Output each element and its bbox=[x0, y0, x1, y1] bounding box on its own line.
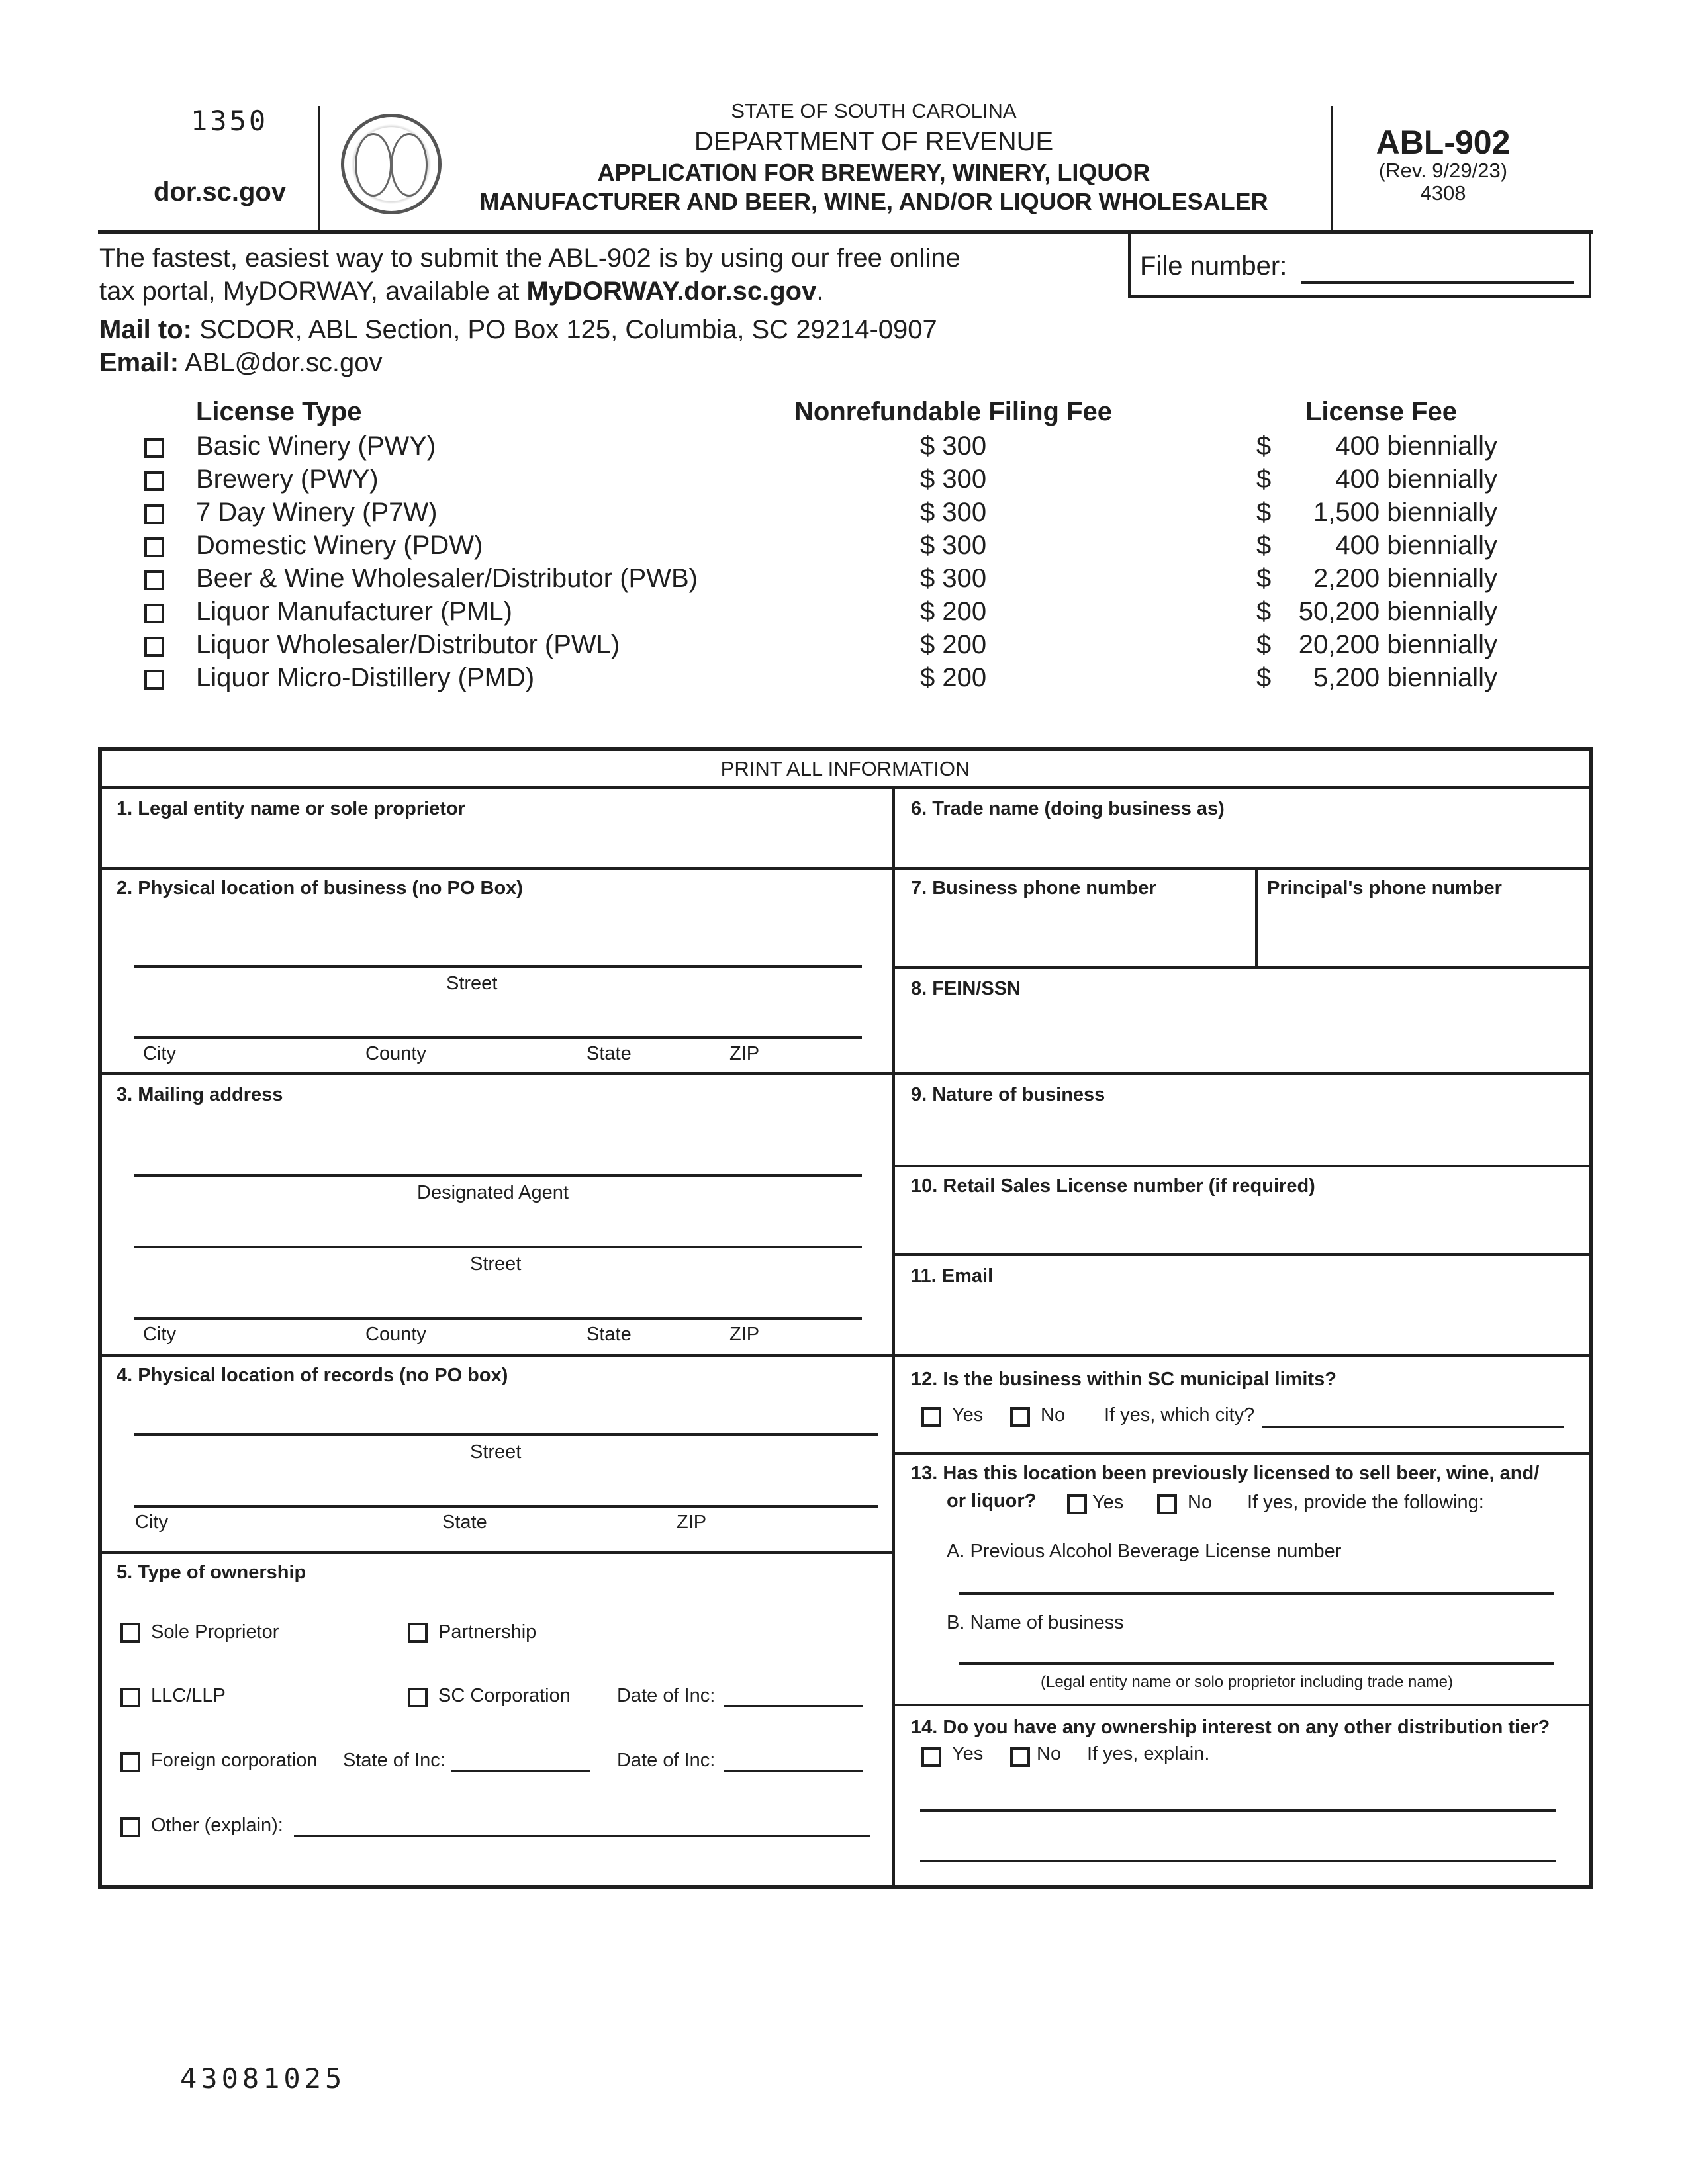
q9-rule bbox=[892, 1165, 1589, 1167]
email-label: Email: bbox=[99, 348, 179, 377]
mail-to-label: Mail to: bbox=[99, 315, 192, 344]
sc-corporation-label: SC Corporation bbox=[438, 1685, 571, 1706]
q14-explain-label: If yes, explain. bbox=[1087, 1743, 1210, 1764]
q13-rule bbox=[892, 1704, 1589, 1706]
q12-no-label: No bbox=[1041, 1404, 1066, 1426]
license-fee-dollar: $ bbox=[1256, 432, 1272, 461]
q3-agent-field[interactable] bbox=[134, 1174, 862, 1177]
q2-label: 2. Physical location of business (no PO Box) bbox=[117, 878, 523, 899]
license-fee-dollar: $ bbox=[1256, 663, 1272, 692]
q2-county-caption: County bbox=[365, 1043, 426, 1064]
q12-yes-checkbox[interactable] bbox=[921, 1407, 941, 1427]
file-number-field[interactable] bbox=[1301, 281, 1574, 284]
filing-fee-value: $ 200 bbox=[920, 630, 987, 659]
license-row bbox=[0, 531, 1688, 564]
q12-city-field[interactable] bbox=[1262, 1426, 1564, 1428]
license-fee-value: 50,200 biennially bbox=[1298, 597, 1497, 626]
form-title-line1: APPLICATION FOR BREWERY, WINERY, LIQUOR bbox=[597, 159, 1150, 186]
partnership-label: Partnership bbox=[438, 1621, 537, 1643]
retail-sales-license-field[interactable] bbox=[896, 1198, 1585, 1248]
q4-zip-caption: ZIP bbox=[677, 1512, 707, 1533]
q12-label: 12. Is the business within SC municipal limits? bbox=[911, 1369, 1336, 1390]
q13-follow-label: If yes, provide the following: bbox=[1247, 1492, 1484, 1513]
license-row bbox=[0, 597, 1688, 630]
q8-label: 8. FEIN/SSN bbox=[911, 978, 1021, 999]
llc-llp-label: LLC/LLP bbox=[151, 1685, 226, 1706]
q14-no-label: No bbox=[1037, 1743, 1062, 1764]
license-type-label: Liquor Wholesaler/Distributor (PWL) bbox=[196, 630, 620, 659]
state-of-inc-label: State of Inc: bbox=[343, 1750, 445, 1771]
license-checkbox[interactable] bbox=[144, 570, 164, 590]
license-type-label: Brewery (PWY) bbox=[196, 465, 379, 494]
filing-fee-value: $ 300 bbox=[920, 531, 987, 560]
q13-no-checkbox[interactable] bbox=[1157, 1494, 1177, 1514]
application-form bbox=[98, 747, 1593, 1889]
foreign-date-of-inc-label: Date of Inc: bbox=[617, 1750, 716, 1771]
q3-state-caption: State bbox=[586, 1324, 632, 1345]
license-row bbox=[0, 498, 1688, 531]
q1-rule bbox=[102, 867, 894, 870]
license-fee-dollar: $ bbox=[1256, 564, 1272, 593]
license-fee-value: 2,200 biennially bbox=[1313, 564, 1497, 593]
q13-b-hint: (Legal entity name or solo proprietor including trade name) bbox=[1041, 1673, 1454, 1691]
q7-rule bbox=[892, 966, 1589, 969]
trade-name-field[interactable] bbox=[896, 817, 1585, 863]
q3-street-caption: Street bbox=[470, 1253, 522, 1275]
q10-label: 10. Retail Sales License number (if required) bbox=[911, 1175, 1315, 1197]
q13-label-line1: 13. Has this location been previously licensed to sell beer, wine, and/ bbox=[911, 1463, 1540, 1484]
previous-license-number-field[interactable] bbox=[959, 1592, 1554, 1595]
q7-divider bbox=[1255, 868, 1258, 968]
print-all-banner: PRINT ALL INFORMATION bbox=[720, 757, 970, 780]
license-type-label: Liquor Manufacturer (PML) bbox=[196, 597, 512, 626]
filing-fee-value: $ 200 bbox=[920, 597, 987, 626]
other-ownership-label: Other (explain): bbox=[151, 1815, 283, 1836]
q14-no-checkbox[interactable] bbox=[1010, 1747, 1030, 1767]
state-name: STATE OF SOUTH CAROLINA bbox=[731, 99, 1017, 122]
q13-b-label: B. Name of business bbox=[947, 1612, 1124, 1633]
q4-street-field[interactable] bbox=[134, 1433, 878, 1436]
license-row bbox=[0, 630, 1688, 663]
q13-yes-checkbox[interactable] bbox=[1067, 1494, 1087, 1514]
other-explain-field[interactable] bbox=[294, 1835, 870, 1837]
q4-state-caption: State bbox=[442, 1512, 487, 1533]
license-checkbox[interactable] bbox=[144, 471, 164, 491]
q2-city-caption: City bbox=[143, 1043, 176, 1064]
sc-date-of-inc-field[interactable] bbox=[724, 1705, 863, 1707]
q4-street-caption: Street bbox=[470, 1441, 522, 1463]
filing-fee-value: $ 300 bbox=[920, 465, 987, 494]
q12-city-label: If yes, which city? bbox=[1104, 1404, 1255, 1426]
q5-label: 5. Type of ownership bbox=[117, 1562, 306, 1583]
q4-label: 4. Physical location of records (no PO box) bbox=[117, 1365, 508, 1386]
form-title-line2: MANUFACTURER AND BEER, WINE, AND/OR LIQUOR WHOLESALER bbox=[479, 188, 1268, 215]
nature-of-business-field[interactable] bbox=[896, 1108, 1585, 1161]
q14-explain-field-1[interactable] bbox=[920, 1809, 1556, 1812]
q12-yes-label: Yes bbox=[952, 1404, 984, 1426]
q3-zip-caption: ZIP bbox=[729, 1324, 760, 1345]
license-type-label: Liquor Micro-Distillery (PMD) bbox=[196, 663, 535, 692]
q10-rule bbox=[892, 1253, 1589, 1256]
form-code-top: 1350 bbox=[191, 105, 269, 137]
other-ownership-checkbox[interactable] bbox=[120, 1817, 140, 1837]
principal-phone-label: Principal's phone number bbox=[1267, 878, 1502, 899]
partnership-checkbox[interactable] bbox=[408, 1623, 428, 1643]
q4-rule bbox=[102, 1551, 894, 1554]
q2-city-field[interactable] bbox=[134, 1036, 862, 1039]
license-row bbox=[0, 432, 1688, 465]
intro-line2-text: tax portal, MyDORWAY, available at bbox=[99, 277, 527, 306]
license-fee-value: 400 biennially bbox=[1335, 432, 1497, 461]
q12-no-checkbox[interactable] bbox=[1010, 1407, 1030, 1427]
llc-llp-checkbox[interactable] bbox=[120, 1688, 140, 1707]
license-fee-value: 5,200 biennially bbox=[1313, 663, 1497, 692]
license-checkbox[interactable] bbox=[144, 537, 164, 557]
foreign-date-of-inc-field[interactable] bbox=[724, 1770, 863, 1772]
license-checkbox[interactable] bbox=[144, 438, 164, 458]
q2-street-field[interactable] bbox=[134, 965, 862, 968]
fein-ssn-field[interactable] bbox=[896, 1002, 1585, 1068]
filing-fee-value: $ 200 bbox=[920, 663, 987, 692]
intro-line1: The fastest, easiest way to submit the ABL-902 is by using our free online bbox=[99, 244, 961, 273]
license-fee-dollar: $ bbox=[1256, 498, 1272, 527]
q14-explain-field-2[interactable] bbox=[920, 1860, 1556, 1862]
q2-zip-caption: ZIP bbox=[729, 1043, 760, 1064]
license-fee-dollar: $ bbox=[1256, 630, 1272, 659]
license-type-label: 7 Day Winery (P7W) bbox=[196, 498, 438, 527]
form-code: 4308 bbox=[1420, 181, 1466, 205]
q4-city-caption: City bbox=[135, 1512, 168, 1533]
q3-city-field[interactable] bbox=[134, 1317, 862, 1320]
q9-label: 9. Nature of business bbox=[911, 1084, 1105, 1105]
sc-corporation-checkbox[interactable] bbox=[408, 1688, 428, 1707]
mydorway-link[interactable]: MyDORWAY.dor.sc.gov bbox=[526, 277, 817, 306]
license-fee-dollar: $ bbox=[1256, 531, 1272, 560]
q8-rule bbox=[892, 1072, 1589, 1075]
filing-fee-header: Nonrefundable Filing Fee bbox=[794, 397, 1113, 426]
q14-yes-checkbox[interactable] bbox=[921, 1747, 941, 1767]
license-type-label: Domestic Winery (PDW) bbox=[196, 531, 483, 560]
license-fee-value: 1,500 biennially bbox=[1313, 498, 1497, 527]
q2-rule bbox=[102, 1072, 894, 1075]
intro-line2-suffix: . bbox=[816, 277, 824, 306]
license-fee-value: 400 biennially bbox=[1335, 531, 1497, 560]
q13-yes-label: Yes bbox=[1092, 1492, 1124, 1513]
q7-label: 7. Business phone number bbox=[911, 878, 1156, 899]
file-number-label: File number: bbox=[1140, 251, 1288, 281]
license-fee-dollar: $ bbox=[1256, 465, 1272, 494]
form-revision: (Rev. 9/29/23) bbox=[1378, 159, 1508, 182]
mail-to-address: SCDOR, ABL Section, PO Box 125, Columbia, SC 29214-0907 bbox=[191, 315, 937, 344]
q3-street-field[interactable] bbox=[134, 1246, 862, 1248]
q3-county-caption: County bbox=[365, 1324, 426, 1345]
license-fee-value: 20,200 biennially bbox=[1298, 630, 1497, 659]
license-type-header: License Type bbox=[196, 397, 362, 426]
license-type-label: Beer & Wine Wholesaler/Distributor (PWB) bbox=[196, 564, 698, 593]
license-fee-dollar: $ bbox=[1256, 597, 1272, 626]
q2-street-caption: Street bbox=[446, 973, 498, 994]
q13-a-label: A. Previous Alcohol Beverage License number bbox=[947, 1541, 1342, 1562]
license-checkbox[interactable] bbox=[144, 670, 164, 690]
q14-label: 14. Do you have any ownership interest on any other distribution tier? bbox=[911, 1717, 1550, 1738]
q6-rule bbox=[892, 867, 1589, 870]
form-number: ABL-902 bbox=[1376, 124, 1511, 161]
business-phone-field[interactable] bbox=[896, 897, 1254, 961]
filing-fee-value: $ 300 bbox=[920, 432, 987, 461]
q3-rule bbox=[102, 1354, 894, 1357]
sc-date-of-inc-label: Date of Inc: bbox=[617, 1685, 716, 1706]
sc-state-seal-icon bbox=[341, 114, 442, 214]
email-contact bbox=[99, 348, 383, 378]
q13-no-label: No bbox=[1188, 1492, 1213, 1513]
email-field[interactable] bbox=[896, 1288, 1585, 1349]
q14-yes-label: Yes bbox=[952, 1743, 984, 1764]
website-label: dor.sc.gov bbox=[154, 177, 287, 206]
q3-agent-caption: Designated Agent bbox=[417, 1182, 569, 1203]
foreign-corporation-label: Foreign corporation bbox=[151, 1750, 318, 1771]
previous-business-name-field[interactable] bbox=[959, 1662, 1554, 1665]
license-fee-header: License Fee bbox=[1305, 397, 1458, 426]
license-row bbox=[0, 663, 1688, 696]
q12-rule bbox=[892, 1452, 1589, 1455]
q13-label-line2: or liquor? bbox=[947, 1490, 1037, 1512]
sole-proprietor-label: Sole Proprietor bbox=[151, 1621, 279, 1643]
department-name: DEPARTMENT OF REVENUE bbox=[694, 127, 1054, 156]
foreign-corporation-checkbox[interactable] bbox=[120, 1752, 140, 1772]
license-checkbox[interactable] bbox=[144, 504, 164, 524]
q11-rule bbox=[892, 1354, 1589, 1357]
email-address[interactable]: ABL@dor.sc.gov bbox=[179, 348, 383, 377]
license-checkbox[interactable] bbox=[144, 604, 164, 623]
intro-line2 bbox=[99, 277, 824, 306]
license-fee-value: 400 biennially bbox=[1335, 465, 1497, 494]
mail-to bbox=[99, 315, 937, 345]
banner-rule bbox=[102, 786, 1589, 789]
principal-phone-field[interactable] bbox=[1260, 897, 1585, 961]
q3-city-caption: City bbox=[143, 1324, 176, 1345]
q4-city-field[interactable] bbox=[134, 1505, 878, 1508]
file-number-box bbox=[1128, 232, 1591, 298]
column-divider bbox=[892, 788, 895, 1889]
q6-label: 6. Trade name (doing business as) bbox=[911, 798, 1225, 819]
license-row bbox=[0, 564, 1688, 597]
legal-entity-name-field[interactable] bbox=[115, 817, 890, 863]
form-barcode-number: 43081025 bbox=[180, 2062, 346, 2095]
q2-state-caption: State bbox=[586, 1043, 632, 1064]
filing-fee-value: $ 300 bbox=[920, 564, 987, 593]
header-divider-left bbox=[318, 106, 320, 232]
state-of-inc-field[interactable] bbox=[451, 1770, 590, 1772]
q11-label: 11. Email bbox=[911, 1265, 994, 1287]
q1-label: 1. Legal entity name or sole proprietor bbox=[117, 798, 465, 819]
sole-proprietor-checkbox[interactable] bbox=[120, 1623, 140, 1643]
license-row bbox=[0, 465, 1688, 498]
filing-fee-value: $ 300 bbox=[920, 498, 987, 527]
license-type-label: Basic Winery (PWY) bbox=[196, 432, 436, 461]
q3-label: 3. Mailing address bbox=[117, 1084, 283, 1105]
license-checkbox[interactable] bbox=[144, 637, 164, 657]
